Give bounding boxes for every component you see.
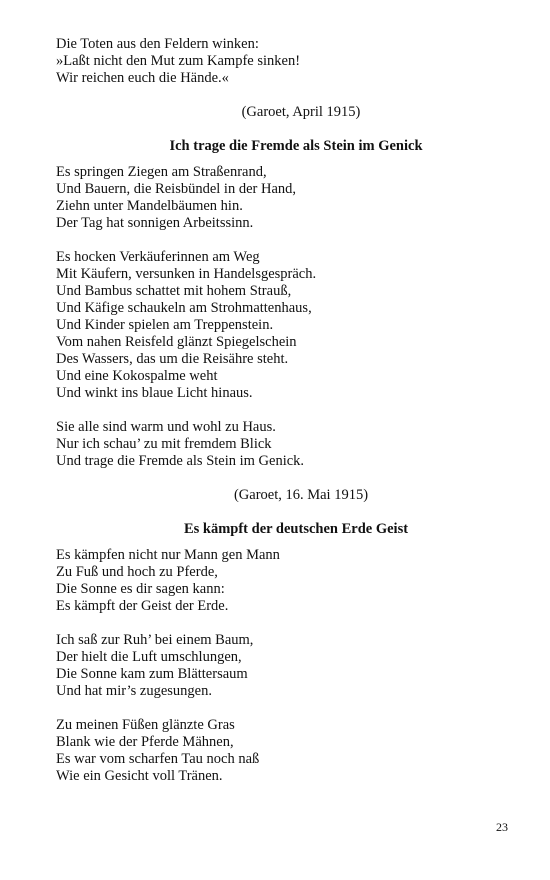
verse-line: Es kämpfen nicht nur Mann gen Mann [56, 547, 280, 563]
poem-date: (Garoet, April 1915) [241, 104, 361, 120]
verse-line: Und winkt ins blaue Licht hinaus. [56, 385, 253, 401]
verse-line: Blank wie der Pferde Mähnen, [56, 734, 234, 750]
verse-line: Zu meinen Füßen glänzte Gras [56, 717, 235, 733]
verse-line: Der Tag hat sonnigen Arbeitssinn. [56, 215, 254, 231]
poem-title: Ich trage die Fremde als Stein im Genick [169, 138, 423, 154]
verse-line: Es kämpft der Geist der Erde. [56, 598, 229, 614]
verse-line: Ich saß zur Ruh’ bei einem Baum, [56, 632, 254, 648]
verse-line: Und eine Kokospalme weht [56, 368, 218, 384]
verse-line: Wie ein Gesicht voll Tränen. [56, 768, 223, 784]
verse-line: Ziehn unter Mandelbäumen hin. [56, 198, 243, 214]
intro-stanza [56, 36, 506, 87]
verse-line: Der hielt die Luft umschlungen, [56, 649, 242, 665]
poem-title: Es kämpft der deutschen Erde Geist [183, 521, 409, 537]
verse-line: Die Sonne es dir sagen kann: [56, 581, 225, 597]
verse-line: »Laßt nicht den Mut zum Kampfe sinken! [56, 53, 301, 69]
verse-line: Und hat mir’s zugesungen. [56, 683, 212, 699]
verse-line: Die Sonne kam zum Blättersaum [56, 666, 248, 682]
poem-stanza [56, 419, 506, 470]
verse-line: Und Bauern, die Reisbündel in der Hand, [56, 181, 297, 197]
verse-line: Und Bambus schattet mit hohem Strauß, [56, 283, 292, 299]
verse-line: Des Wassers, das um die Reisähre steht. [56, 351, 289, 367]
poem-stanza [56, 632, 506, 700]
verse-line: Und trage die Fremde als Stein im Genick. [56, 453, 305, 469]
verse-line: Es hocken Verkäuferinnen am Weg [56, 249, 260, 265]
verse-line: Mit Käufern, versunken in Handelsgespräch. [56, 266, 317, 282]
verse-line: Sie alle sind warm und wohl zu Haus. [56, 419, 276, 435]
poem-date: (Garoet, 16. Mai 1915) [233, 487, 369, 503]
verse-line: Es war vom scharfen Tau noch naß [56, 751, 260, 767]
poem-stanza [56, 717, 506, 785]
verse-line: Nur ich schau’ zu mit fremdem Blick [56, 436, 272, 452]
verse-line: Zu Fuß und hoch zu Pferde, [56, 564, 218, 580]
page-number: 23 [496, 820, 508, 834]
page-body [56, 36, 506, 785]
verse-line: Vom nahen Reisfeld glänzt Spiegelschein [56, 334, 297, 350]
verse-line: Und Kinder spielen am Treppenstein. [56, 317, 274, 333]
verse-line: Und Käfige schaukeln am Strohmattenhaus, [56, 300, 312, 316]
poem-stanza [56, 547, 506, 615]
poem-stanza [56, 249, 506, 402]
poem-stanza [56, 164, 506, 232]
verse-line: Es springen Ziegen am Straßenrand, [56, 164, 267, 180]
verse-line: Wir reichen euch die Hände.« [56, 70, 229, 86]
verse-line: Die Toten aus den Feldern winken: [56, 36, 259, 52]
